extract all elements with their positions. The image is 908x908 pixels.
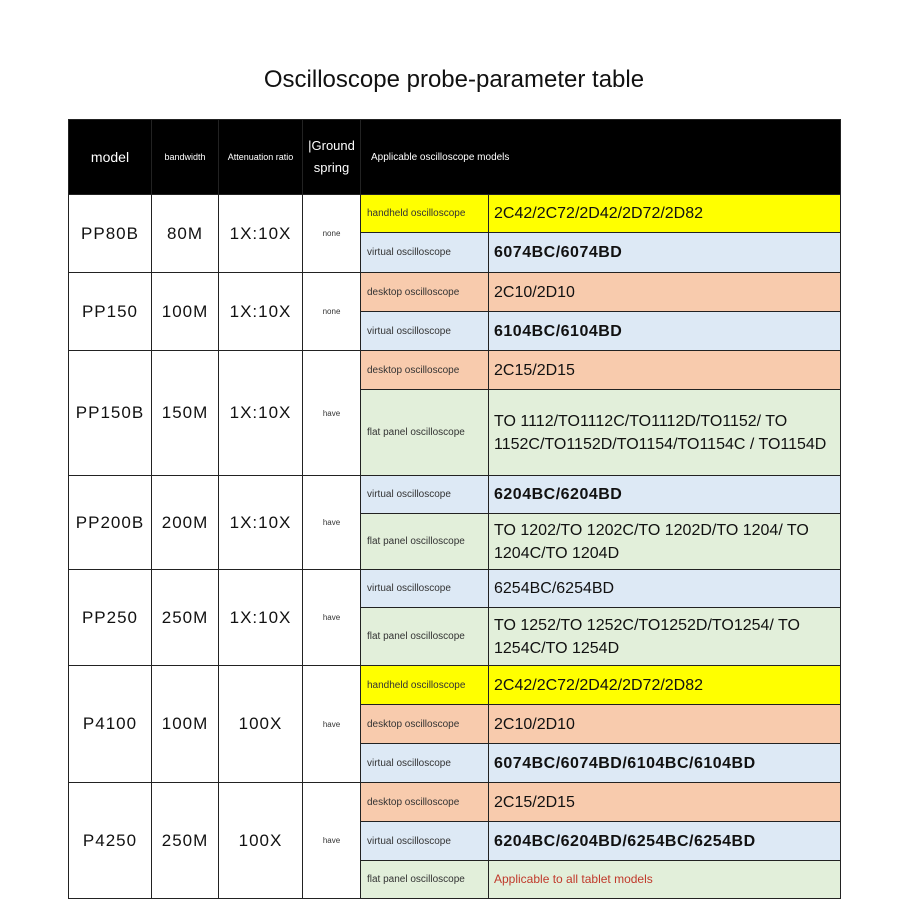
compatible-models-cell: TO 1112/TO1112C/TO1112D/TO1152/ TO 1152C/TO1152D/TO1154/TO1154C / TO1154D (489, 390, 841, 476)
ground-spring-cell: have (303, 476, 361, 570)
compatible-models-cell: 2C10/2D10 (489, 705, 841, 744)
oscilloscope-type-cell: flat panel oscilloscope (361, 514, 489, 570)
bandwidth-cell: 250M (152, 783, 219, 899)
compatible-models-cell: 6204BC/6204BD/6254BC/6254BD (489, 822, 841, 861)
table-row (69, 195, 841, 233)
bandwidth-cell: 200M (152, 476, 219, 570)
ground-spring-cell: none (303, 195, 361, 273)
oscilloscope-type-cell: flat panel oscilloscope (361, 390, 489, 476)
table-row (69, 570, 841, 608)
bandwidth-cell: 250M (152, 570, 219, 666)
oscilloscope-type-cell: flat panel oscilloscope (361, 608, 489, 666)
header-model: model (69, 120, 152, 195)
header-bandwidth: bandwidth (152, 120, 219, 195)
model-cell: PP150 (69, 273, 152, 351)
oscilloscope-type-cell: desktop oscilloscope (361, 783, 489, 822)
model-cell: PP150B (69, 351, 152, 476)
oscilloscope-type-cell: flat panel oscilloscope (361, 861, 489, 899)
oscilloscope-type-cell: handheld oscilloscope (361, 666, 489, 705)
ground-spring-cell: have (303, 666, 361, 783)
attenuation-cell: 1X:10X (219, 476, 303, 570)
attenuation-cell: 100X (219, 666, 303, 783)
model-cell: PP80B (69, 195, 152, 273)
bandwidth-cell: 80M (152, 195, 219, 273)
header-ground-line2: spring (313, 160, 350, 175)
ground-spring-cell: have (303, 351, 361, 476)
compatible-models-cell: 2C15/2D15 (489, 351, 841, 390)
oscilloscope-type-cell: desktop oscilloscope (361, 273, 489, 312)
compatible-models-cell: TO 1252/TO 1252C/TO1252D/TO1254/ TO 1254C/TO 1254D (489, 608, 841, 666)
probe-parameter-table (68, 119, 841, 899)
header-ground-line1: |Ground (308, 138, 355, 153)
table-row (69, 273, 841, 312)
bandwidth-cell: 100M (152, 273, 219, 351)
oscilloscope-type-cell: virtual oscilloscope (361, 744, 489, 783)
bandwidth-cell: 150M (152, 351, 219, 476)
attenuation-cell: 100X (219, 783, 303, 899)
compatible-models-cell: 6104BC/6104BD (489, 312, 841, 351)
compatible-models-cell: 2C10/2D10 (489, 273, 841, 312)
compatible-models-cell: TO 1202/TO 1202C/TO 1202D/TO 1204/ TO 1204C/TO 1204D (489, 514, 841, 570)
compatible-models-cell: Applicable to all tablet models (489, 861, 841, 899)
ground-spring-cell: have (303, 783, 361, 899)
oscilloscope-type-cell: virtual oscilloscope (361, 822, 489, 861)
ground-spring-cell: none (303, 273, 361, 351)
compatible-models-cell: 2C42/2C72/2D42/2D72/2D82 (489, 195, 841, 233)
attenuation-cell: 1X:10X (219, 195, 303, 273)
ground-spring-cell: have (303, 570, 361, 666)
compatible-models-cell: 6074BC/6074BD/6104BC/6104BD (489, 744, 841, 783)
header-row (69, 120, 841, 195)
table-row (69, 476, 841, 514)
attenuation-cell: 1X:10X (219, 570, 303, 666)
table-row (69, 351, 841, 390)
model-cell: P4100 (69, 666, 152, 783)
model-cell: PP200B (69, 476, 152, 570)
header-ground-spring (303, 120, 361, 195)
compatible-models-cell: 6074BC/6074BD (489, 233, 841, 273)
bandwidth-cell: 100M (152, 666, 219, 783)
oscilloscope-type-cell: virtual oscilloscope (361, 570, 489, 608)
header-attenuation: Attenuation ratio (219, 120, 303, 195)
table-row (69, 783, 841, 822)
model-cell: PP250 (69, 570, 152, 666)
table-row (69, 666, 841, 705)
compatible-models-cell: 6204BC/6204BD (489, 476, 841, 514)
attenuation-cell: 1X:10X (219, 351, 303, 476)
header-applicable-models: Applicable oscilloscope models (361, 120, 841, 195)
oscilloscope-type-cell: virtual oscilloscope (361, 476, 489, 514)
attenuation-cell: 1X:10X (219, 273, 303, 351)
oscilloscope-type-cell: handheld oscilloscope (361, 195, 489, 233)
model-cell: P4250 (69, 783, 152, 899)
compatible-models-cell: 2C42/2C72/2D42/2D72/2D82 (489, 666, 841, 705)
compatible-models-cell: 6254BC/6254BD (489, 570, 841, 608)
oscilloscope-type-cell: virtual oscilloscope (361, 312, 489, 351)
oscilloscope-type-cell: desktop oscilloscope (361, 705, 489, 744)
oscilloscope-type-cell: virtual oscilloscope (361, 233, 489, 273)
page-title: Oscilloscope probe-parameter table (263, 66, 645, 93)
oscilloscope-type-cell: desktop oscilloscope (361, 351, 489, 390)
compatible-models-cell: 2C15/2D15 (489, 783, 841, 822)
